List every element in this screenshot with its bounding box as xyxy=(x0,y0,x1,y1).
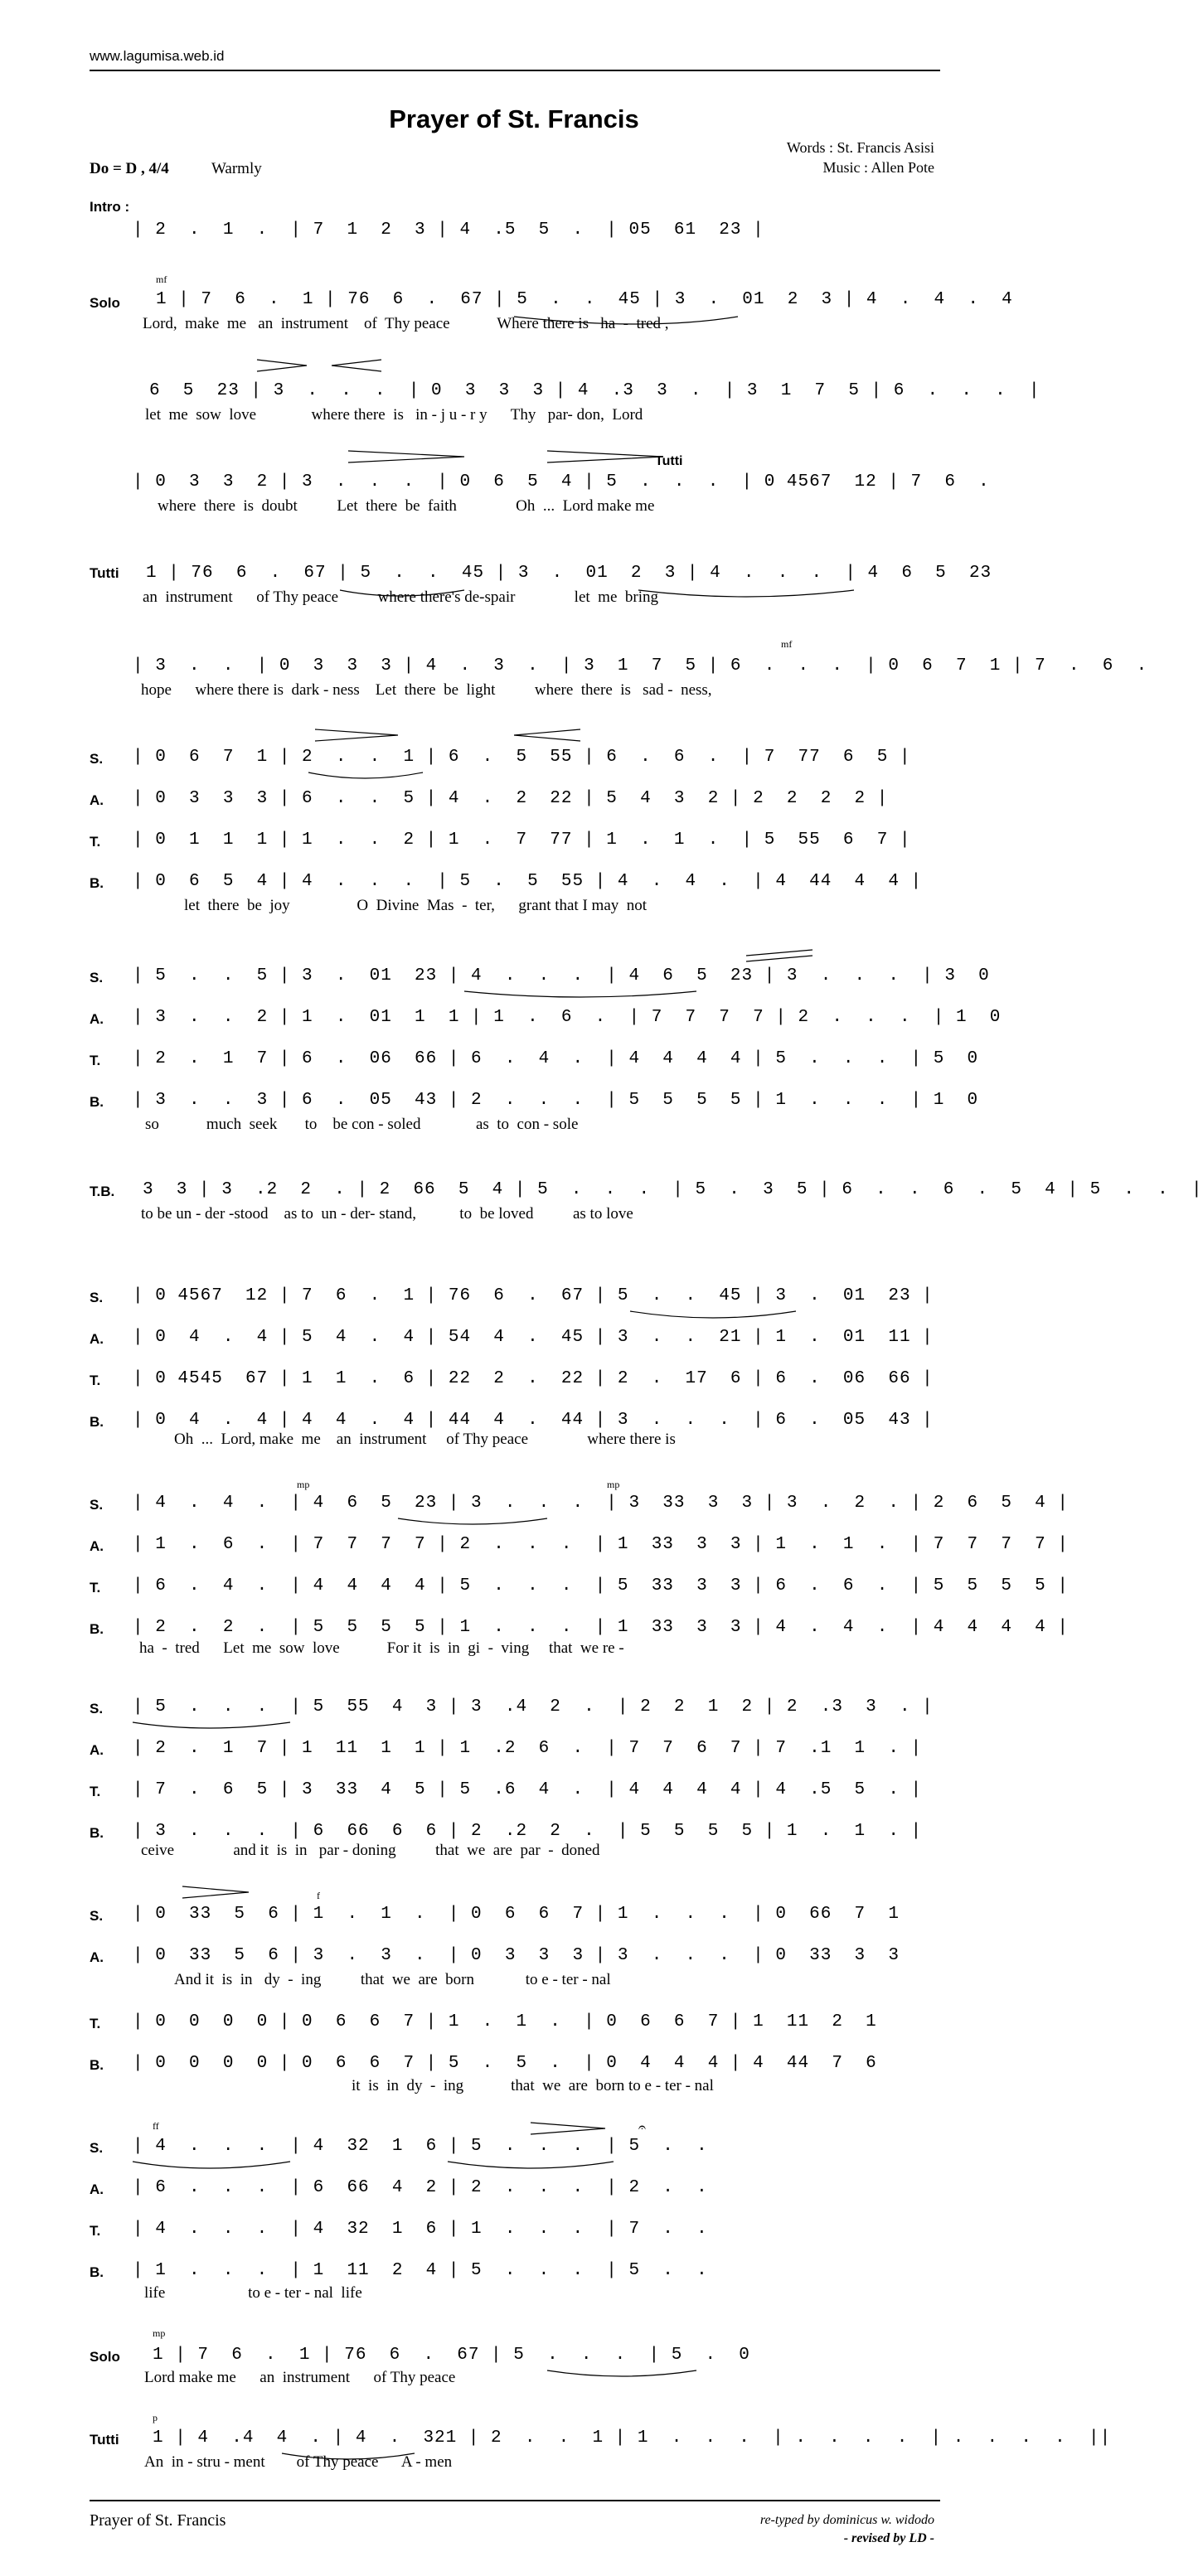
system-10-s: | 4 . 4 . | 4 6 5 23 | 3 . . . | 3 33 3 3 | 3 . 2 . | 2 6 5 4 | xyxy=(133,1494,1069,1513)
cresc-hairpin-3 xyxy=(547,451,663,462)
voice-s-12: S. xyxy=(90,1908,104,1924)
song-title: Prayer of St. Francis xyxy=(389,104,639,133)
system-6-s: | 0 6 7 1 | 2 . . 1 | 6 . 5 55 | 6 . 6 . | 7 77 6 5 | xyxy=(133,748,911,767)
system-4-lyrics: an instrument of Thy peace where there's de-spair let me bring xyxy=(143,588,658,606)
slur-10 xyxy=(448,2162,614,2168)
voice-t-9: T. xyxy=(90,1373,101,1388)
decresc-hairpin-2 xyxy=(514,729,580,741)
system-5-notes: | 3 . . | 0 3 3 3 | 4 . 3 . | 3 1 7 5 | 6 . . . | 0 6 7 1 | 7 . 6 . xyxy=(133,656,1148,675)
revised-by: - revised by LD - xyxy=(843,2531,934,2545)
key-signature: Do = D , 4/4 xyxy=(90,160,169,177)
system-7-lyrics: so much seek to be con - soled as to con - sole xyxy=(145,1116,579,1133)
system-13-b: | 1 . . . | 1 11 2 4 | 5 . . . | 5 . . xyxy=(133,2261,708,2280)
voice-s-6: S. xyxy=(90,751,104,767)
voice-a-7: A. xyxy=(90,1011,104,1027)
slur-9 xyxy=(133,2162,290,2168)
slur-4 xyxy=(308,772,423,778)
voice-b-9: B. xyxy=(90,1414,104,1430)
system-12-lyrics-b: it is in dy - ing that we are born to e - ter - nal xyxy=(352,2077,714,2094)
music-credit: Music : Allen Pote xyxy=(822,159,934,176)
system-15-notes: 1 | 4 .4 4 . | 4 . 321 | 2 . . 1 | 1 . . . | . . . . | . . . . || xyxy=(153,2428,1112,2448)
system-9-lyrics: Oh ... Lord, make me an instrument of Thy peace where there is xyxy=(174,1431,676,1448)
system-12-t: | 0 0 0 0 | 0 6 6 7 | 1 . 1 . | 0 6 6 7 | 1 11 2 1 xyxy=(133,2012,877,2031)
voice-s-9: S. xyxy=(90,1290,104,1305)
system-1-notes: 1 | 7 6 . 1 | 76 6 . 67 | 5 . . 45 | 3 . 01 2 3 | 4 . 4 . 4 xyxy=(156,290,1013,309)
system-13-t: | 4 . . . | 4 32 1 6 | 1 . . . | 7 . . xyxy=(133,2220,708,2239)
cresc-hairpin-1 xyxy=(257,360,307,371)
voice-a-13: A. xyxy=(90,2181,104,2197)
tutti-label-2: Tutti xyxy=(90,2432,119,2448)
system-7-a: | 3 . . 2 | 1 . 01 1 1 | 1 . 6 . | 7 7 7 7 | 2 . . . | 1 0 xyxy=(133,1008,1002,1027)
voice-s-10: S. xyxy=(90,1497,104,1513)
dyn-mp-3: mp xyxy=(153,2327,166,2339)
system-4-notes: 1 | 76 6 . 67 | 5 . . 45 | 3 . 01 2 3 | 4 . . . | 4 6 5 23 xyxy=(146,564,992,583)
tutti-label-1: Tutti xyxy=(90,565,119,581)
voice-a-9: A. xyxy=(90,1331,104,1347)
system-6-a: | 0 3 3 3 | 6 . . 5 | 4 . 2 22 | 5 4 3 2 | 2 2 2 2 | xyxy=(133,789,889,808)
site-url[interactable]: www.lagumisa.web.id xyxy=(90,48,225,64)
dyn-f: f xyxy=(317,1890,320,1901)
system-11-b: | 3 . . . | 6 66 6 6 | 2 .2 2 . | 5 5 5 5 | 1 . 1 . | xyxy=(133,1822,923,1841)
system-1-lyrics: Lord, make me an instrument of Thy peace Where there is ha - tred , xyxy=(143,315,669,332)
system-6-b: | 0 6 5 4 | 4 . . . | 5 . 5 55 | 4 . 4 . | 4 44 4 4 | xyxy=(133,872,923,891)
system-9-t: | 0 4545 67 | 1 1 . 6 | 22 2 . 22 | 2 . 17 6 | 6 . 06 66 | xyxy=(133,1369,934,1388)
cresc-hairpin-6 xyxy=(531,2123,605,2134)
tb-label: T.B. xyxy=(90,1184,115,1199)
system-14-notes: 1 | 7 6 . 1 | 76 6 . 67 | 5 . . . | 5 . 0 xyxy=(153,2346,750,2365)
voice-s-11: S. xyxy=(90,1701,104,1717)
system-15-lyrics: An in - stru - ment of Thy peace A - men xyxy=(144,2453,453,2471)
cresc-hairpin-5 xyxy=(182,1886,249,1898)
system-5-lyrics: hope where there is dark - ness Let there be light where there is sad - ness, xyxy=(141,681,712,699)
voice-t-13: T. xyxy=(90,2223,101,2239)
footer-title: Prayer of St. Francis xyxy=(90,2511,226,2530)
fermata-icon: 𝄐 xyxy=(638,2119,646,2135)
voice-t-12: T. xyxy=(90,2016,101,2031)
system-10-t: | 6 . 4 . | 4 4 4 4 | 5 . . . | 5 33 3 3 | 6 . 6 . | 5 5 5 5 | xyxy=(133,1576,1069,1595)
solo-label: Solo xyxy=(90,295,120,311)
system-13-a: | 6 . . . | 6 66 4 2 | 2 . . . | 2 . . xyxy=(133,2178,708,2197)
tutti-mark: Tutti xyxy=(655,454,683,468)
system-3-notes: | 0 3 3 2 | 3 . . . | 0 6 5 4 | 5 . . . | 0 4567 12 | 7 6 . xyxy=(133,472,990,491)
system-13-lyrics: life to e - ter - nal life xyxy=(144,2284,362,2302)
voice-a-12: A. xyxy=(90,1949,104,1965)
slur-2 xyxy=(340,590,464,596)
intro-label: Intro : xyxy=(90,199,130,215)
dyn-p: p xyxy=(153,2412,158,2423)
voice-s-13: S. xyxy=(90,2140,104,2156)
system-11-t: | 7 . 6 5 | 3 33 4 5 | 5 .6 4 . | 4 4 4 4 | 4 .5 5 . | xyxy=(133,1780,923,1799)
system-6-lyrics: let there be joy O Divine Mas - ter, grant that I may not xyxy=(184,897,648,914)
voice-a-11: A. xyxy=(90,1742,104,1758)
system-11-s: | 5 . . . | 5 55 4 3 | 3 .4 2 . | 2 2 1 2 | 2 .3 3 . | xyxy=(133,1697,934,1717)
dyn-mp-2: mp xyxy=(607,1479,620,1490)
words-credit: Words : St. Francis Asisi xyxy=(786,139,934,156)
voice-t-11: T. xyxy=(90,1784,101,1799)
system-11-a: | 2 . 1 7 | 1 11 1 1 | 1 .2 6 . | 7 7 6 7 | 7 .1 1 . | xyxy=(133,1739,923,1758)
dyn-ff: ff xyxy=(153,2120,159,2132)
tempo-marking: Warmly xyxy=(211,160,262,177)
system-10-b: | 2 . 2 . | 5 5 5 5 | 1 . . . | 1 33 3 3 | 4 . 4 . | 4 4 4 4 | xyxy=(133,1618,1069,1637)
dyn-mf-2: mf xyxy=(781,638,793,650)
decresc-hairpin-1 xyxy=(332,360,381,371)
voice-s-7: S. xyxy=(90,970,104,985)
slur-11 xyxy=(547,2370,696,2376)
voice-b-6: B. xyxy=(90,875,104,891)
voice-b-12: B. xyxy=(90,2057,104,2073)
system-12-b: | 0 0 0 0 | 0 6 6 7 | 5 . 5 . | 0 4 4 4 | 4 44 7 6 xyxy=(133,2054,877,2073)
system-14-lyrics: Lord make me an instrument of Thy peace xyxy=(144,2369,456,2386)
voice-b-13: B. xyxy=(90,2264,104,2280)
system-13-s: | 4 . . . | 4 32 1 6 | 5 . . . | 5 . . xyxy=(133,2137,708,2156)
system-2-notes: 6 5 23 | 3 . . . | 0 3 3 3 | 4 .3 3 . | 3 1 7 5 | 6 . . . | xyxy=(149,381,1040,400)
slur-3 xyxy=(638,590,854,597)
system-9-b: | 0 4 . 4 | 4 4 . 4 | 44 4 . 44 | 3 . . . | 6 . 05 43 | xyxy=(133,1411,934,1430)
voice-t-10: T. xyxy=(90,1580,101,1595)
slur-1 xyxy=(514,317,738,324)
system-0-notes: | 2 . 1 . | 7 1 2 3 | 4 .5 5 . | 05 61 23 | xyxy=(133,220,764,240)
slur-12 xyxy=(282,2453,415,2459)
slur-7 xyxy=(398,1518,547,1524)
voice-b-10: B. xyxy=(90,1621,104,1637)
retyped-by: re-typed by dominicus w. widodo xyxy=(759,2513,934,2527)
system-12-a: | 0 33 5 6 | 3 . 3 . | 0 3 3 3 | 3 . . . | 0 33 3 3 xyxy=(133,1946,900,1965)
system-11-lyrics: ceive and it is in par - doning that we are par - doned xyxy=(141,1842,600,1859)
system-2-lyrics: let me sow love where there is in - j u - r y Thy par- don, Lord xyxy=(145,406,643,424)
system-8-lyrics: to be un - der -stood as to un - der- stand, to be loved as to love xyxy=(141,1205,633,1223)
slur-8 xyxy=(133,1722,290,1728)
system-12-lyrics-a: And it is in dy - ing that we are born to e - ter - nal xyxy=(174,1971,611,1988)
system-9-a: | 0 4 . 4 | 5 4 . 4 | 54 4 . 45 | 3 . . 21 | 1 . 01 11 | xyxy=(133,1328,934,1347)
system-8-notes: 3 3 | 3 .2 2 . | 2 66 5 4 | 5 . . . | 5 . 3 5 | 6 . . 6 . 5 4 | 5 . . | xyxy=(143,1180,1203,1199)
slur-5 xyxy=(464,991,696,997)
dyn-mf-1: mf xyxy=(156,274,167,285)
voice-a-10: A. xyxy=(90,1538,104,1554)
system-7-s: | 5 . . 5 | 3 . 01 23 | 4 . . . | 4 6 5 23 | 3 . . . | 3 0 xyxy=(133,966,990,985)
voice-t-7: T. xyxy=(90,1053,101,1068)
system-10-lyrics: ha - tred Let me sow love For it is in gi - ving that we re - xyxy=(139,1639,624,1657)
system-3-lyrics: where there is doubt Let there be faith Oh ... Lord make me xyxy=(158,497,655,515)
voice-t-6: T. xyxy=(90,834,101,850)
decresc-hairpin-3 xyxy=(746,950,813,961)
system-6-t: | 0 1 1 1 | 1 . . 2 | 1 . 7 77 | 1 . 1 . | 5 55 6 7 | xyxy=(133,830,911,850)
voice-a-6: A. xyxy=(90,792,104,808)
cresc-hairpin-2 xyxy=(348,451,464,462)
cresc-hairpin-4 xyxy=(315,729,398,741)
solo-label-2: Solo xyxy=(90,2349,120,2365)
voice-b-11: B. xyxy=(90,1825,104,1841)
system-9-s: | 0 4567 12 | 7 6 . 1 | 76 6 . 67 | 5 . . 45 | 3 . 01 23 | xyxy=(133,1286,934,1305)
system-7-t: | 2 . 1 7 | 6 . 06 66 | 6 . 4 . | 4 4 4 4 | 5 . . . | 5 0 xyxy=(133,1049,979,1068)
voice-b-7: B. xyxy=(90,1094,104,1110)
system-7-b: | 3 . . 3 | 6 . 05 43 | 2 . . . | 5 5 5 5 | 1 . . . | 1 0 xyxy=(133,1091,979,1110)
slur-6 xyxy=(630,1311,796,1318)
system-10-a: | 1 . 6 . | 7 7 7 7 | 2 . . . | 1 33 3 3 | 1 . 1 . | 7 7 7 7 | xyxy=(133,1535,1069,1554)
system-12-s: | 0 33 5 6 | 1 . 1 . | 0 6 6 7 | 1 . . . | 0 66 7 1 xyxy=(133,1905,900,1924)
dyn-mp-1: mp xyxy=(297,1479,310,1490)
